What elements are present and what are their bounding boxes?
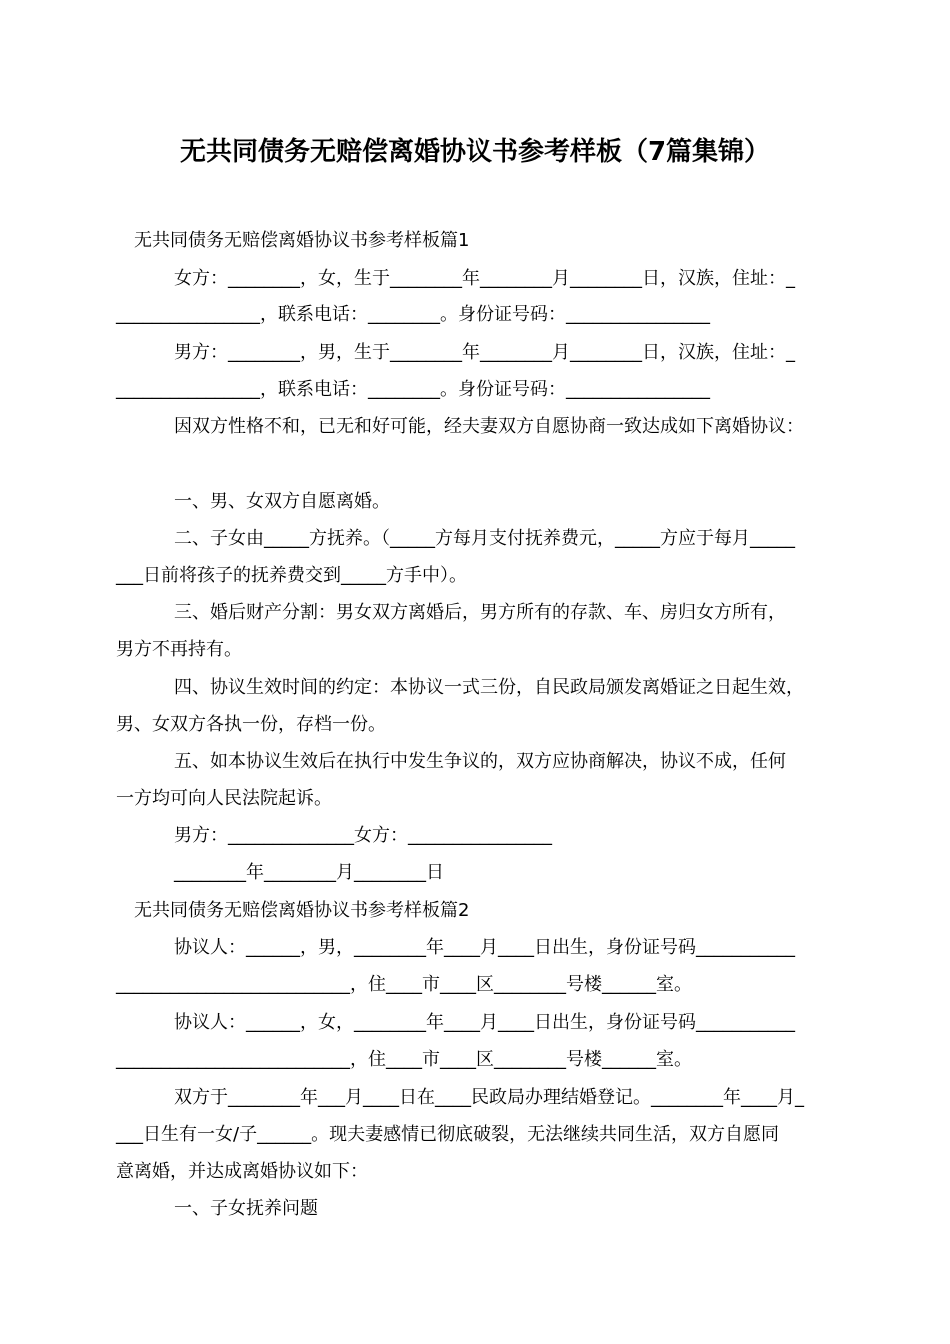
marriage-paragraph-cont-1: ___日生有一女/子______。现夫妻感情已彻底破裂，无法继续共同生活，双方自愿同 [116,1124,780,1145]
male-party-line-cont: ________________，联系电话：________。身份证号码：________________ [116,379,710,400]
female-party-line-cont: ________________，联系电话：________。身份证号码：________________ [116,304,710,325]
clause-2-cont: ___日前将孩子的抚养费交到_____方手中）。 [116,565,467,586]
clause-5: 五、如本协议生效后在执行中发生争议的，双方应协商解决，协议不成，任何 [174,751,786,772]
party-2-line-cont: __________________________，住____市____区________号楼______室。 [116,1049,692,1070]
clause-4-cont: 男、女双方各执一份，存档一份。 [116,714,386,735]
male-party-line: 男方：________，男，生于________年________月________日，汉族，住址：_ [174,342,795,363]
party-1-line-cont: __________________________，住____市____区________号楼______室。 [116,974,692,995]
clause-5-cont: 一方均可向人民法院起诉。 [116,788,332,809]
clause-3-cont: 男方不再持有。 [116,639,242,660]
female-party-line: 女方：________，女，生于________年________月________日，汉族，住址：_ [174,268,795,289]
document-title: 无共同债务无赔偿离婚协议书参考样板（7篇集锦） [179,137,771,167]
clause-2: 二、子女由_____方抚养。（_____方每月支付抚养费元，_____方应于每月_____ [174,528,795,549]
clause-1: 一、男、女双方自愿离婚。 [174,491,390,512]
marriage-paragraph: 双方于________年___月____日在____民政局办理结婚登记。________年____月_ [174,1087,804,1108]
intro-paragraph: 因双方性格不和，已无和好可能，经夫妻双方自愿协商一致达成如下离婚协议： [174,416,804,437]
date-line: ________年________月________日 [174,862,444,883]
section-heading-1: 无共同债务无赔偿离婚协议书参考样板篇1 [134,230,470,251]
party-1-line: 协议人：______，男，________年____月____日出生，身份证号码___________ [174,937,795,958]
marriage-paragraph-cont-2: 意离婚，并达成离婚协议如下： [116,1161,368,1182]
section-heading-2: 无共同债务无赔偿离婚协议书参考样板篇2 [134,900,470,921]
clause-4: 四、协议生效时间的约定：本协议一式三份，自民政局颁发离婚证之日起生效， [174,677,804,698]
child-custody-heading: 一、子女抚养问题 [174,1198,318,1219]
clause-3: 三、婚后财产分割：男女双方离婚后，男方所有的存款、车、房归女方所有， [174,602,786,623]
signature-line: 男方：______________女方：________________ [174,825,552,846]
party-2-line: 协议人：______，女，________年____月____日出生，身份证号码___________ [174,1012,795,1033]
